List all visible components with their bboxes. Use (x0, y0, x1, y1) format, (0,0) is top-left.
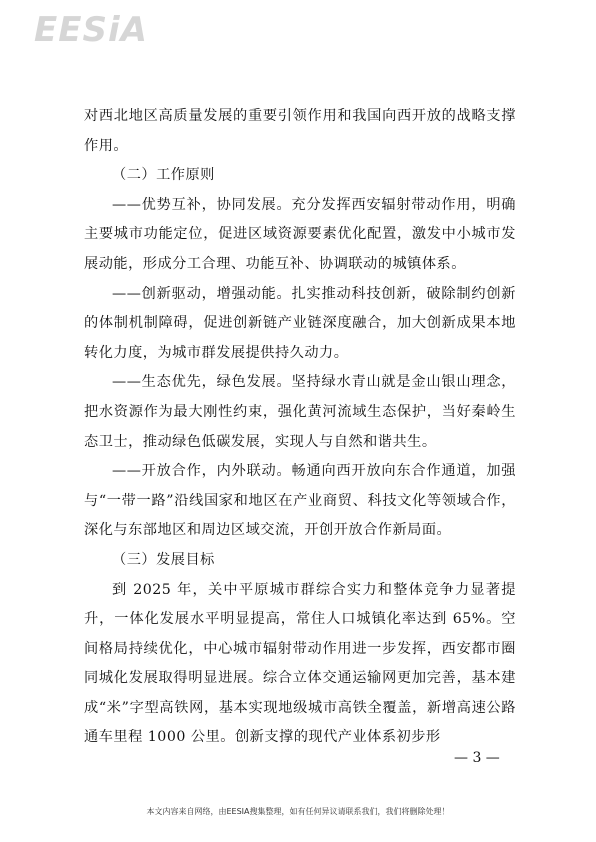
paragraph-principle-complementary: ——优势互补，协同发展。充分发挥西安辐射带动作用，明确主要城市功能定位，促进区域资源要素优化配置，激发中小城市发展动能，形成分工合理、功能互补、协调联动的城镇体系。 (84, 196, 516, 272)
section-heading-working-principles: （二）工作原则 (112, 167, 215, 184)
paragraph-development-goals: 到 2025 年，关中平原城市群综合实力和整体竞争力显著提升，一体化发展水平明显提高，常住人口城镇化率达到 65%。空间格局持续优化，中心城市辐射带动作用进一步发挥，西安都市圈同城化发展取得明显进展。综合立体交通运输网更加完善，基本建成“米”字型高铁网，基本实现地级城市高铁全覆盖，新增高速公路通车里程 1000 公里。创新支撑的现代产业体系初步形 (84, 581, 516, 746)
document-body (84, 102, 516, 753)
eesia-logo: EESiA (34, 10, 148, 50)
page-number: — 3 — (454, 750, 500, 766)
paragraph-principle-openness: ——开放合作，内外联动。畅通向西开放向东合作通道，加强与“一带一路”沿线国家和地区在产业商贸、科技文化等领域合作，深化与东部地区和周边区域交流，开创开放合作新局面。 (84, 463, 516, 539)
paragraph-continuation: 对西北地区高质量发展的重要引领作用和我国向西开放的战略支撑作用。 (84, 108, 516, 154)
footer-disclaimer: 本文内容来自网络，由EESIA搜集整理，如有任何异议请联系我们，我们将删除处理！ (146, 807, 450, 816)
paragraph-principle-ecology: ——生态优先，绿色发展。坚持绿水青山就是金山银山理念，把水资源作为最大刚性约束，强化黄河流域生态保护，当好秦岭生态卫士，推动绿色低碳发展，实现人与自然和谐共生。 (84, 374, 516, 450)
section-heading-development-goals: （三）发展目标 (112, 551, 215, 568)
paragraph-principle-innovation: ——创新驱动，增强动能。扎实推动科技创新，破除制约创新的体制机制障碍，促进创新链产业链深度融合，加大创新成果本地转化力度，为城市群发展提供持久动力。 (84, 285, 516, 361)
